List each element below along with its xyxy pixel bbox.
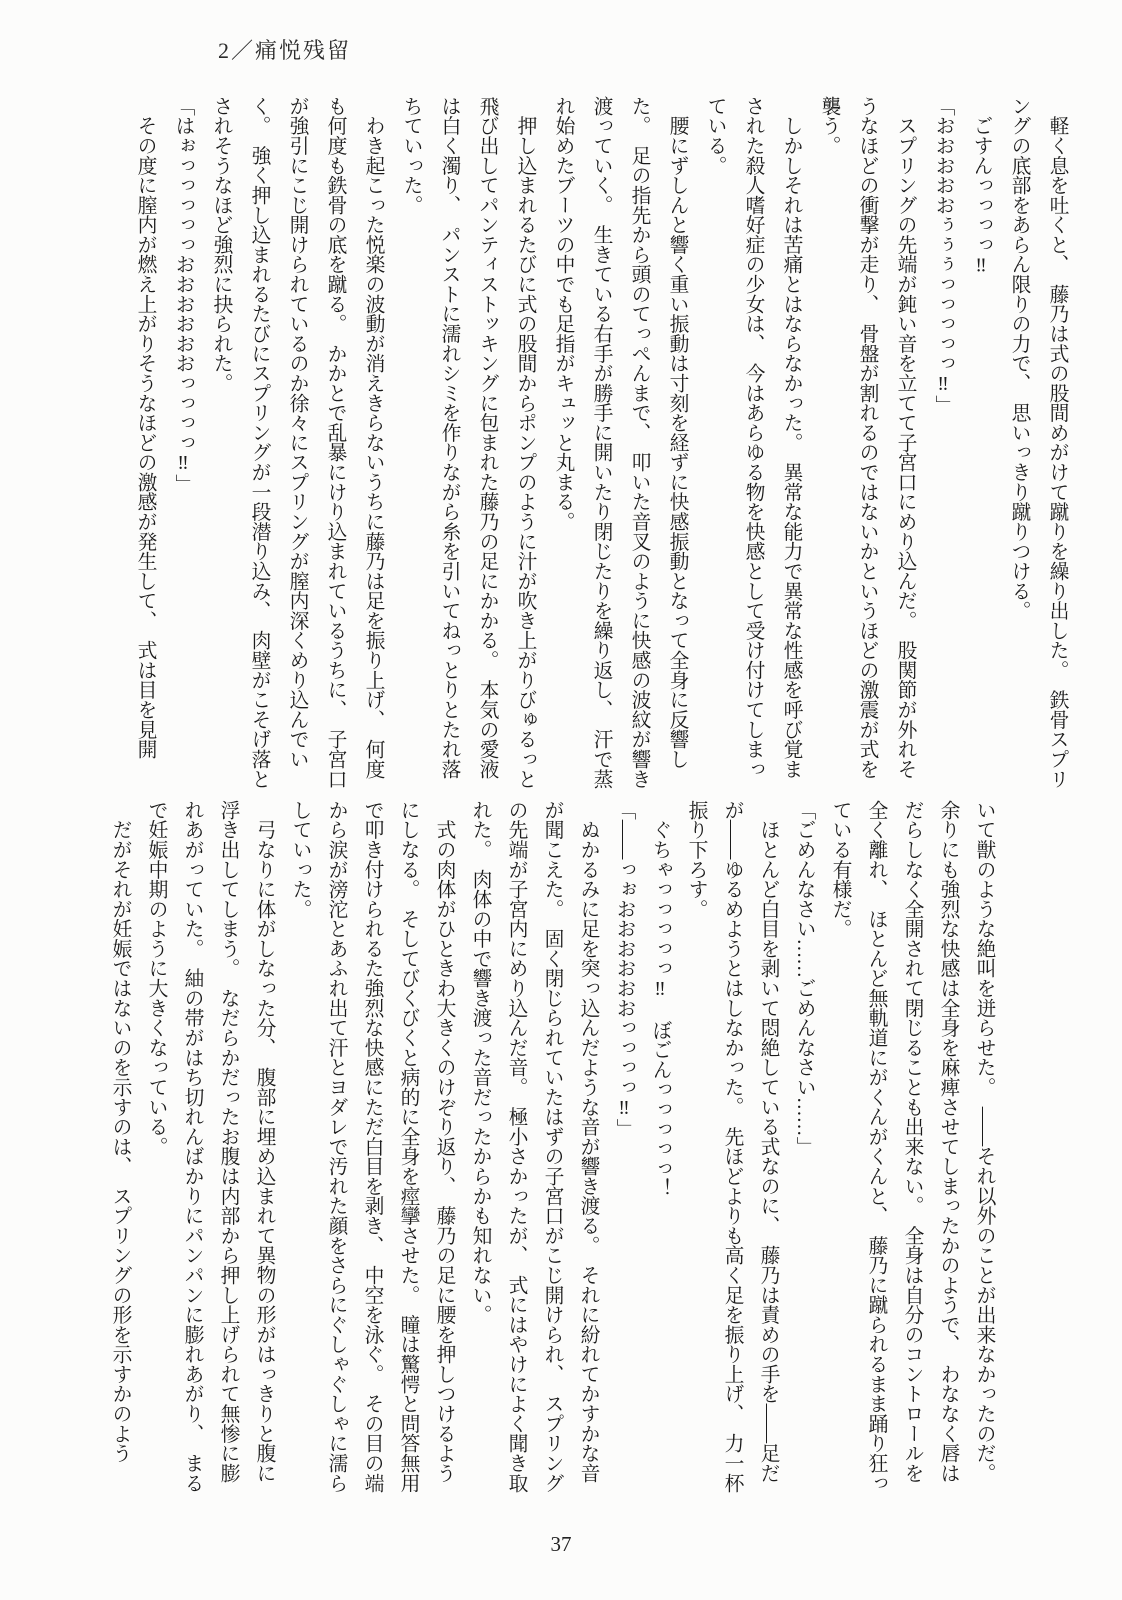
top-text-block — [126, 96, 1076, 791]
paragraph: ぐちゃっっっっっ‼ ぼごんっっっっっ！ — [649, 800, 671, 1199]
paragraph: 軽く息を吐くと、 藤乃は式の股間めがけて蹴りを繰り出した。 鉄骨スプリングの底部をあらん限りの力で、 思いっきり蹴りつける。 — [1008, 96, 1068, 789]
paragraph: 腰にずしんと響く重い振動は寸刻を経ずに快感振動となって全身に反響した。 足の指先から頭のてっぺんまで、 叩いた音叉のように快感の波紋が響き渡っていく。 生きている右手が勝手に開いたり閉じたりを繰り返し、 汗で蒸れ始めたブーツの中でも足指がキュッと丸まる。 — [552, 96, 688, 789]
paragraph: わき起こった悦楽の波動が消えきらないうちに藤乃は足を振り上げ、 何度も何度も鉄骨の底を蹴る。 かかとで乱暴にけり込まれているうちに、 子宮口が強引にこじ開けられているのか徐々にスプリングが膣内深くめり込んでいく。 強く押し込まれるたびにスプリングが一段潜り込み、 肉壁がこそげ落とされそうなほど強烈に抉られた。 — [210, 96, 384, 789]
paragraph: 「おおおおおぅぅぅっっっっっ‼」 — [932, 96, 954, 415]
paragraph: ごすんっっっっ‼ — [970, 96, 992, 277]
paragraph: いて獣のような絶叫を迸らせた。 ――それ以外のことが出来なかったのだ。 余りにも強烈な快感は全身を麻痺させてしまったかのようで、 わななく唇はだらしなく全開されて閉じることも出来ない。 全身は自分のコントロールを全く離れ、 ほとんど無軌道にがくんがくんと、 藤乃に蹴られるまま踊り狂っている有様だ。 — [829, 800, 995, 1493]
paragraph: 押し込まれるたびに式の股間からポンプのように汁が吹き上がりびゅるっと飛び出してパンティストッキングに包まれた藤乃の足にかかる。 本気の愛液は白く濁り、 パンストに濡れシミを作りながら糸を引いてねっとりとたれ落ちていった。 — [400, 96, 536, 789]
paragraph: ほとんど白目を剥いて悶絶している式なのに、 藤乃は責めの手を――足だが――ゆるめようとはしなかった。 先ほどよりも高く足を振り上げ、 力一杯振り下ろす。 — [685, 800, 779, 1493]
paragraph: しかしそれは苦痛とはならなかった。 異常な能力で異常な性感を呼び覚まされた殺人嗜好症の少女は、 今はあらゆる物を快感として受け付けてしまっている。 — [704, 96, 802, 779]
paragraph: ぬかるみに足を突っ込んだような音が響き渡る。 それに紛れてかすかな音が聞こえた。 固く閉じられていたはずの子宮口がこじ開けられ、 スプリングの先端が子宮内にめり込んだ音。 極小さかったが、 式にはやけによく聞き取れた。 肉体の中で響き渡った音だったからかも知れない。 — [469, 800, 599, 1493]
chapter-header: 2／痛悦残留 — [218, 38, 352, 63]
bottom-text-block — [102, 800, 1002, 1495]
paragraph: 弓なりに体がしなった分、 腹部に埋め込まれて異物の形がはっきりと腹に浮き出してしまう。 なだらかだったお腹は内部から押し上げられて無惨に膨れあがっていた。 紬の帯がはち切れんばかりにパンパンに膨れあがり、 まるで妊娠中期のように大きくなっている。 — [145, 800, 275, 1493]
paragraph: その度に膣内が燃え上がりそうなほどの激感が発生して、 式は目を見開 — [134, 96, 156, 759]
paragraph: スプリングの先端が鈍い音を立てて子宮口にめり込んだ。 股関節が外れそうなほどの衝撃が走り、 骨盤が割れるのではないかというほどの激震が式を襲う。 — [818, 96, 916, 779]
paragraph: 「はぉっっっっっおおおおおおっっっっ‼」 — [172, 96, 194, 495]
paragraph: 「ごめんなさい……ごめんなさい……」 — [793, 800, 815, 1157]
paragraph: だがそれが妊娠ではないのを示すのは、 スプリングの形を示すかのよう — [109, 800, 131, 1463]
paragraph: 「――っぉおおおおおおっっっっ‼」 — [613, 800, 635, 1139]
page-number: 37 — [550, 1532, 572, 1556]
paragraph: 式の肉体がひときわ大きくのけぞり返り、 藤乃の足に腰を押しつけるようにしなる。 そしてびくびくと病的に全身を痙攣させた。 瞳は驚愕と問答無用で叩き付けられるた強烈な快感にただ白目を剥き、 中空を泳ぐ。 その目の端から涙が滂沱とあふれ出て汗とヨダレで汚れた顔をさらにぐしゃぐしゃに濡らしていった。 — [289, 800, 455, 1493]
